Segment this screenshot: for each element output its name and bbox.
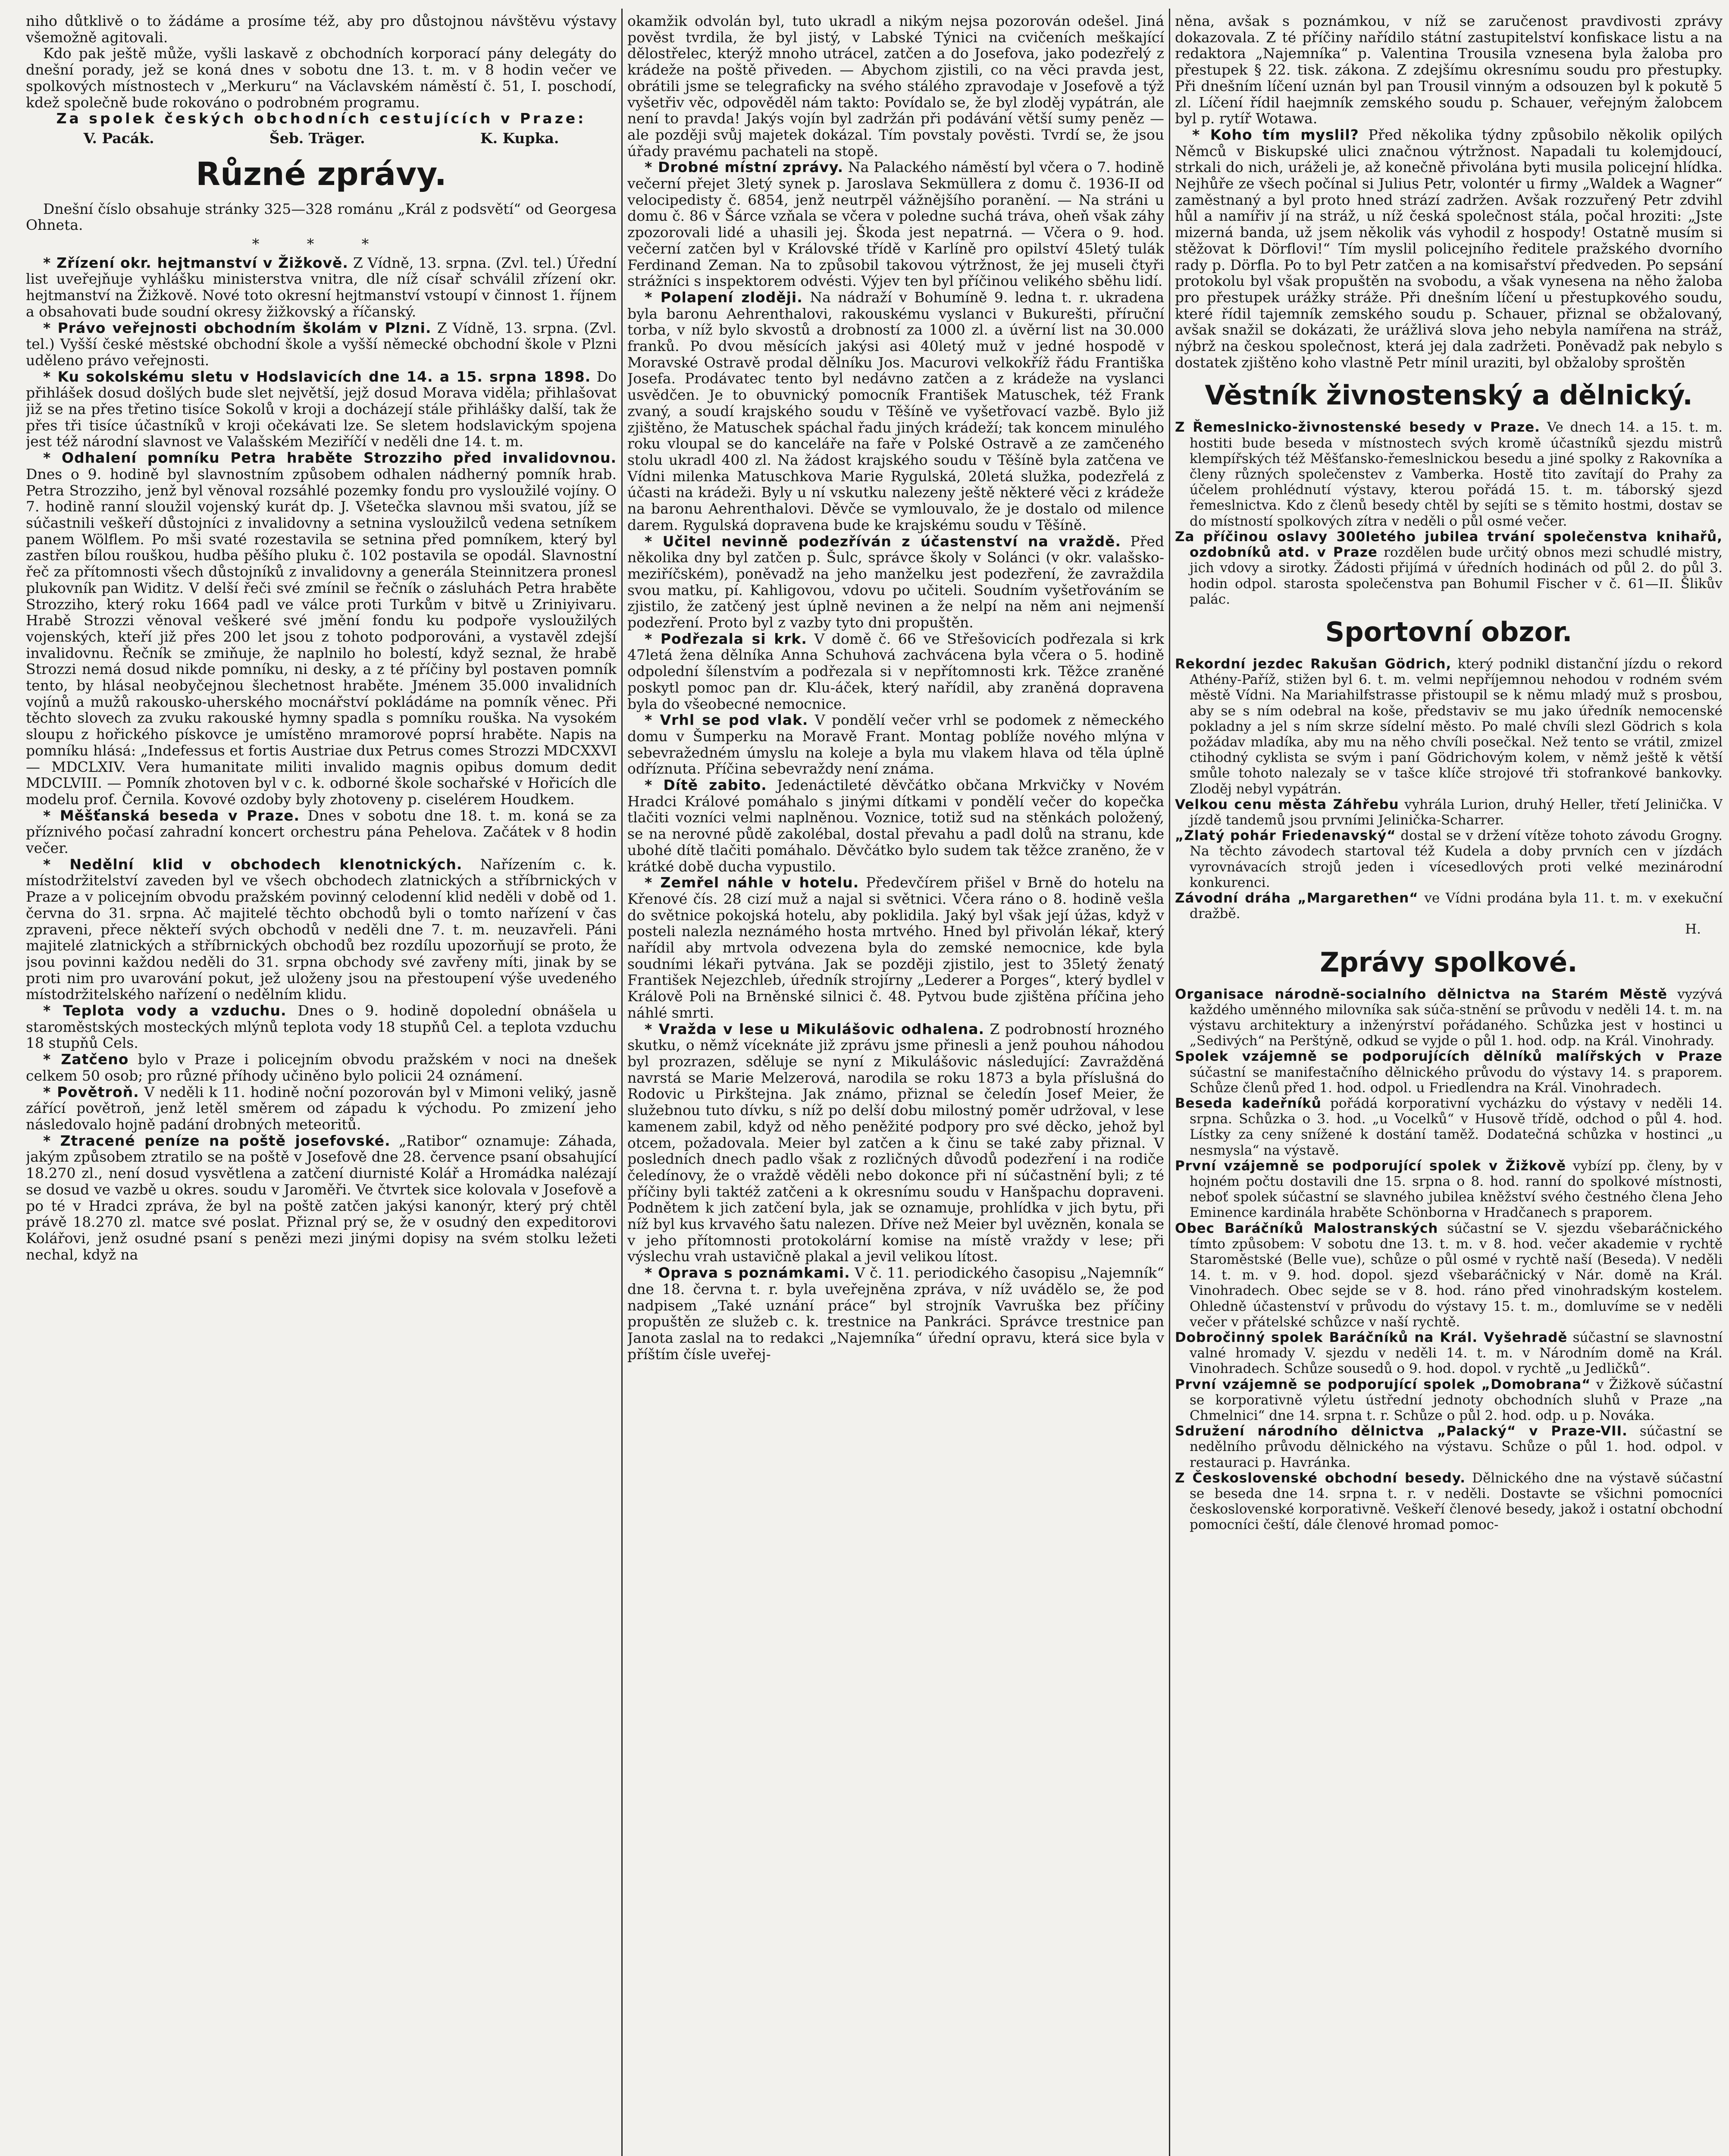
article [1175,1470,1723,1533]
article-body: súčastní se V. sjezdu všebaráčnického tímto způsobem: V sobotu dne 13. t. m. v 8. hod. večer akademie v rychtě Staroměstské (Belle vue), schůze o půl osmé v rychtě naší (Beseda). V neděli 14. t. m. v 9. hod. dopol. sjezd všebaráčnický v Nár. domě na Král. Vinohradech. Obec sejde se v 8. hod. ráno před vinohradským kostelem. Ohledně účastenství v průvodu do výstavy 15. t. m., domluvíme se v neděli večer v přátelské schůzce v naší rychtě. [1190,1220,1723,1330]
article-body: Nařízením c. k. místodržitelství zaveden byl ve všech obchodech zlatnických a stříbrnických v Praze a v policejním obvodu pražském povinný celodenní klid neděli v době od 1. června do 31. srpna. Ač majitelé těchto obchodů byli o tomto nařízení v čas zpraveni, přece někteří svých obchodů v neděli dne 7. t. m. neuzavřeli. Páni majitelé zlatnických a stříbrnických obchodů bez rozdílu upozorňují se proto, že jsou povinni každou neděli do 31. srpna obchody své zavřeny míti, jinak by se proti nim pro uvarování pokut, jež uloženy jsou na přestoupení výše uvedeného místodržitelského nařízení o nedělním klidu. [26,856,617,1003]
article-body: v Žižkově súčastní se korporativně výletu ústřední jednoty obchodních sluhů v Praze „na Chmelnici“ dne 14. srpna t. r. Schůze o půl 2. hod. odp. u p. Nováka. [1190,1376,1723,1424]
column-rule [621,9,623,2156]
article [1175,1049,1723,1096]
article-headline: * Polapení zloději. [645,288,803,306]
article-body: Před několika týdny způsobilo několik opilých Němců v Biskupské ulici značnou výtržnost. Napadali tu kolemjdoucí, strkali do nich, uráželi je, až konečně přivolána byti musila policejní hlídka. Nejhůře ze všech počínal si Julius Petr, volontér u firmy „Waldek a Wagner“ zaměstnaný a byl proto hned strází zadržen. Avšak rozzuřený Petr zdvihl hůl a namířiv jí na stráž, u níž česká společnost stála, počal hroziti: „Jste mizerná banda, už jsem několik vás vyhodil z hospody! Ostatně musím si stěžovat k Dörflovi!“ Tím myslil policejního ředitele pražského dvorního rady p. Dörfla. Po to byl Petr zatčen a na komisařství předveden. Po sepsání protokolu byl však propuštěn na svobodu, a však vynesena na něho žaloba pro přestupek urážky stráže. Při dnešním líčení u přestupkového soudu, které řídil tajemník zemského soudu p. Schauer, přiznal se obžalovaný, avšak snažil se dokázati, že urážlivá slova jeho nebyla namířena na stráž, nýbrž na českou společnost, která jej dala zadržeti. Poněvadž pak nebylo s dostatek zjištěno koho vlastně Petr mínil uraziti, byl obžaloby sproštěn [1175,126,1723,371]
section-title: Zprávy spolkové. [1320,946,1578,978]
article-body: bylo v Praze i policejním obvodu pražském v noci na dnešek celkem 50 osob; pro různé příhody učiněno bylo policii 24 oznámení. [26,1051,617,1084]
article-headline: * Vražda v lese u Mikulášovic odhalena. [645,1020,985,1037]
article [1175,1377,1723,1424]
article-headline: Organisace národně-socialního dělnictva na Starém Městě [1175,986,1668,1002]
article [1175,1158,1723,1221]
article-headline: * Povětroň. [43,1083,139,1100]
association-line: Za spolek českých obchodních cestujících v Praze: [56,110,586,127]
article-headline: * Podřezala si krk. [645,630,807,647]
paragraph: niho důtklivě o to žádáme a prosíme též, aby pro důstojnou návštěvu výstavy všemožně agitovali. [26,13,617,46]
article-headline: * Ztracené peníze na poště josefovské. [43,1132,391,1149]
article-body: Do přihlášek dosud došlých bude slet největší, jejž dosud Morava viděla; přihlašovat již se na přes třetino tisíce Sokolů v kroji a docházejí stále přihlášky další, tak že přes tři tisíce účastníků v kroji očekávati lze. Se sletem hodslavickým spojena jest též národní slavnost ve Valašském Meziříčí v neděli dne 14. t. m. [26,368,617,450]
column-left [26,13,617,2156]
article-body: rozdělen bude určitý obnos mezi schudlé mistry, jich vdovy a sirotky. Žádosti přijímá v úředních hodinách od půl 2. do půl 3. hodin odpol. starosta společenstva pan Bohumil Fischer v č. 61—II. Šlikův palác. [1190,545,1723,607]
article [627,1021,1164,1265]
article-headline: Spolek vzájemně se podporujících dělníků malířských v Praze [1175,1049,1723,1065]
article [1175,656,1723,797]
article-headline: * Zatčeno [43,1051,129,1068]
article-body: súčastní se slavnostní valné hromady V. sjezdu v neděli 14. t. m. v Národním domě na Král. Vinohradech. Schůze sousedů o 9. hod. dopol. v rychtě „u Jedličků“. [1190,1330,1723,1377]
article-body: „Ratibor“ oznamuje: Záhada, jakým způsobem ztratilo se na poště v Josefově dne 28. července psaní obsahující 18.270 zl., není dosud vysvětlena a zatčení diurnisté Kolář a Hromádka nalézají se dosud ve vazbě u okres. soudu v Jaroměři. Ve čtvrtek sice kolovala v Josefově a po té v Hradci zpráva, že byl na poště zatčen jakýsi kanonýr, který prý chtěl právě 18.270 zl. matce své poslat. Přiznal prý se, že v osudný den expeditorovi Kolářovi, jenž osudné psaní s penězi mezi jinými dopisy na svém stolku ležeti nechal, když na [26,1132,617,1263]
article-headline: * Vrhl se pod vlak. [645,711,808,729]
article-headline: * Koho tím myslil? [1192,126,1359,143]
article [627,1265,1164,1362]
article-body: Dnes o 9. hodině byl slavnostním způsobem odhalen nádherný pomník hrab. Petra Strozziho, jenž byl věnoval rozsáhlé pozemky fondu pro vysloužilé vojíny. O 7. hodině ranní sloužil vojenský kurát dp. J. Všetečka slavnou mši svatou, jíž se súčastnili veškeří důstojníci z invalidovny a setnina vysloužilců vedena setníkem panem Wölflem. Po mši svaté rozestavila se setnina před pomníkem, který byl zastřen bílou rouškou, hudba pěšího pluku č. 102 postavila se opodál. Slavnostní řeč za přítomnosti všech důstojníků z invalidovny a generála Steinnitzera pronesl plukovník pan Widitz. V delší řeči své zmínil se řečník o zásluhách Petra hraběte Strozziho, který roku 1664 padl ve válce proti Turkům v bitvě u Zriniyivaru. Hrabě Strozzi věnoval veškeré své jmění fondu ku podpoře vysloužilých vojenských, kteří již přes 200 let jsou z tohoto podporováni, a vystavěl zdejší invalidovnu. Řečník se zmiňuje, že naplnilo ho bolestí, když seznal, že hrabě Strozzi nemá dosud nikde pomníku, ni desky, a z té příčiny byl postaven pomník tento, by hlásal neobyčejnou šlechetnost hraběte. Jménem 35.000 invalidních vojínů a mužů rakousko-uherského mocnářství pokládáme na pomník věnec. Při těchto slovech za zvuku rakouské hymny spadla s pomníku rouška. Na vysokém sloupu z hořického pískovce je umístěno mramorové poprsí hraběte. Napis na pomníku hlásá: „Indefessus et fortis Austriae dux Petrus comes Strozzi MDCXXVI — MDCLXIV. Vera humanitate militi invalido magnis opibus domum dedit MDCLVIII. — Pomník zhotoven byl v c. k. odborné škole sochařské v Hořicích dle modelu prof. Černila. Kovové ozdoby byly zhotoveny p. ciselérem Houdkem. [26,465,617,808]
article-body: V pondělí večer vrhl se podomek z německého domu v Šumperku na Moravě Frant. Montag poblíže nového mlýna v sebevražedném úmyslu na koleje a byla mu vlakem hlava od těla úplně odříznuta. Příčina sebevraždy není známa. [627,711,1164,777]
article-headline: Z Řemeslnicko-živnostenské besedy v Praze. [1175,420,1540,436]
article-body: V domě č. 66 ve Střešovicích podřezala si krk 47letá žena dělníka Anna Schuhová zachvácena byla včera o 5. hodině odpolední šílenstvím a podřezala si v nepřítomnosti krk. Těžce zraněné poskytl pomoc pan dr. Klu-áček, který nařídil, aby zraněná dopravena byla do všeobecné nemocnice. [627,630,1164,712]
article [1175,1330,1723,1377]
article-headline: * Nedělní klid v obchodech klenotnických. [43,856,463,873]
article-headline: * Dítě zabito. [645,777,767,794]
article [1175,1096,1723,1158]
article-body: súčastní se manifestačního dělnického průvodu do výstavy 14. s praporem. Schůze členů před 1. hod. odpol. u Friedlendra na Král. Vinohradech. [1190,1064,1723,1096]
article-headline: „Zlatý pohár Friedenavský“ [1175,828,1396,844]
signer: V. Pacák. [83,129,154,147]
article [26,369,617,450]
article-headline: * Zřízení okr. hejtmanství v Žižkově. [43,254,348,271]
article-body: pořádá korporativní vycházku do výstavy v neděli 14. srpna. Schůzka o 3. hod. „u Vocelků“ v Husově třídě, odchod o půl 4. hod. Lístky za ceny snížené k dostání taměž. Dodatečná schůzka v hostinci „u nesmysla“ na výstavě. [1190,1095,1723,1158]
article-body: Dnes v sobotu dne 18. t. m. koná se za příznivého počasí zahradní koncert orchestru pána Pehelova. Začátek v 8 hodin večer. [26,807,617,857]
article-body: dostal se v držení vítěze tohoto závodu Grogny. Na těchto závodech startoval též Kudela a doby prvních cen v jízdách vyrovnávacích strojů jeden i vícesedlových proti velké mezinárodní konkurenci. [1190,828,1723,890]
article-headline: * Oprava s poznámkami. [645,1264,850,1282]
article-headline: Sdružení národního dělnictva „Palacký“ v Praze-VII. [1175,1423,1628,1439]
article [1175,1423,1723,1470]
article-headline: Obec Baráčníků Malostranských [1175,1220,1438,1236]
article [26,856,617,1003]
article-headline: * Ku sokolskému sletu v Hodslavicích dne 14. a 15. srpna 1898. [43,368,591,385]
column-right [1175,13,1723,2156]
author-initial: H. [1685,921,1701,937]
article [1175,127,1723,371]
paragraph: něna, avšak s poznámkou, v níž se zaručenost pravdivosti zprávy dokazovala. Z té příčiny nařídilo státní zastupitelství konfiskace listu a na redaktora „Najemníka“ p. Valentina Trousila vznesena byla žaloba pro přestupek § 22. tisk. zákona. Z zdejšímu okresnímu soudu pro přestupky. Při dnešním líčení uznán byl pan Trousil vinným a odsouzen byl k pokutě 5 zl. Líčení řídil haejmník zemského soudu p. Schauer, veřejným žalobcem byl p. rytíř Wotawa. [1175,13,1723,127]
article [1175,529,1723,607]
article-body: vyzývá každého uměnného milovníka sak súča-stnění se průvodu v neděli 14. t. m. na výstavu architektury a inženýrství pořádaného. Schůzka jest v hostinci u „Sedivých“ na Perštýně, odkud se vyjde o půl 1. hod. odp. na Král. Vinohrady. [1190,986,1723,1049]
intro-paragraph: Dnešní číslo obsahuje stránky 325—328 románu „Král z podsvětí“ od Georgesa Ohneta. [26,200,617,234]
article [1175,1221,1723,1330]
signer: K. Kupka. [480,129,559,147]
article-headline: * Drobné místní zprávy. [645,159,844,176]
article-body: súčastní se nedělního průvodu dělnického na výstavu. Schůze o půl 1. hod. odpol. v restauraci p. Havránka. [1190,1423,1723,1470]
article-headline: Beseda kadeřníků [1175,1095,1322,1111]
article [26,808,617,856]
article [26,1051,617,1084]
article [26,1003,617,1051]
article-body: vybízí pp. členy, by v hojném počtu dostavili dne 15. srpna o 8. hod. ranní do spolkové místnosti, neboť spolek súčastní se slavného jubilea kněžství svého čestného člena Jeho Eminence kardinála hraběte Schönborna v Hradčanech s praporem. [1190,1158,1723,1221]
article [1175,797,1723,828]
article [1175,828,1723,890]
article [26,450,617,807]
article-body: který podnikl distanční jízdu o rekord Athény-Paříž, stižen byl 6. t. m. velmi nepříjemnou nehodou v rodném svém městě Vídni. Na Mariahilfstrasse přistoupil se k němu mladý muž s prosbou, aby se s ním odebral na koše, představiv se mu jako úředník nemocenské pokladny a jel s ním skrze sídelní město. Po malé chvíli slezl Gödrich s kola požádav mladíka, aby mu na něho chvíli posečkal. Než tento se vrátil, zmizel ctihodný cyklista se svým i paní Gödrichovým kolem, v němž ještě k větší smůle tohoto nalezaly se v tašce klíče strojové tři stofrankové bankovky. Zloděj nebyl vypátrán. [1190,656,1723,797]
article [627,777,1164,874]
article-body: ve Vídni prodána byla 11. t. m. v exekuční dražbě. [1190,890,1723,922]
article-body: Z Vídně, 13. srpna. (Zvl. tel.) Vyšší české městské obchodní škole a vyšší německé obchodní škole v Plzni uděleno právo veřejnosti. [26,319,617,369]
article-headline: Z Československé obchodní besedy. [1175,1470,1466,1486]
article [26,1084,617,1133]
article [1175,987,1723,1049]
article-body: V neděli k 11. hodině noční pozorován byl v Mimoni veliký, jasně zářící povětroň, jenž letěl směrem od západu k východu. Po zmizení jeho následovalo hojně padání drobných meteoritů. [26,1083,617,1133]
section-title: Sportovní obzor. [1325,616,1572,648]
article-headline: Závodní dráha „Margarethen“ [1175,890,1419,906]
article-headline: * Odhalení pomníku Petra hraběte Strozziho před invalidovnou. [43,449,617,467]
article [627,712,1164,777]
article [627,874,1164,1021]
article-headline: Dobročinný spolek Baráčníků na Král. Vyšehradě [1175,1330,1568,1346]
signers [26,130,617,147]
club-news [1175,987,1723,1533]
separator-stars: * * * [252,235,391,253]
article-headline: První vzájemně se podporující spolek „Domobrana“ [1175,1376,1591,1392]
article-body: Před několika dny byl zatčen p. Šulc, správce školy v Solánci (v okr. valašsko-meziříčském), poněvadž na jeho manželku jest podezření, že zavraždila svou matku, pí. Kahligovou, vdovu po učiteli. Soudním vyšetřováním se zjistilo, že zatčený jest úplně nevinen a že nelpí na něm ani nejmenší podezření. Proto byl z vazby tyto dni propuštěn. [627,533,1164,631]
article-headline: Rekordní jezdec Rakušan Gödrich, [1175,656,1452,672]
article-body: Předevčírem přišel v Brně do hotelu na Křenové čís. 28 cizí muž a najal si světnici. Včera ráno o 8. hodině vešla do světnice pokojská hotelu, aby poklidila. Jaký byl však její úžas, když v posteli nalezla neznámého hosta mrtvého. Hned byl přivolán lékař, který nařídil aby mrtvola odvezena byla do zemské nemocnice, kde byla soudními lékaři pytvána. Jak se později zjistilo, jest to 35letý ženatý František Nejezchleb, úředník strojírny „Lederer a Porges“, který bydlel v Králově Poli na Brněnské silnici č. 48. Pytvou bude zjištěna příčina jeho náhlé smrti. [627,874,1164,1021]
article [627,631,1164,712]
column-rule [1169,9,1170,2156]
article-body: V č. 11. periodického časopisu „Najemník“ dne 18. června t. r. byla uveřejněna zpráva, v níž uvádělo se, že pod nadpisem „Také uznání práce“ byl strojník Vavruška bez příčiny propuštěn ze služeb c. k. trestnice na Pankráci. Správce trestnice pan Janota zaslal na to redakci „Najemníka“ úřední opravu, která sice byla v příštím čísle uveřej- [627,1264,1164,1363]
article-body: vyhrála Lurion, druhý Heller, třetí Jelinička. V jízdě tandemů jsou prvními Jelinička-Scharrer. [1190,796,1723,828]
article [627,289,1164,533]
paragraph: okamžik odvolán byl, tuto ukradl a nikým nejsa pozorován odešel. Jiná pověst tvrdila, že byl jistý, v Labské Týnici na cvičeních meškající dělostřelec, kterýž mnoho utrácel, zatčen a do Josefova, jako podezřelý z krádeže na poště přiveden. — Abychom zjistili, co na věci pravda jest, obrátili jsme se telegraficky na svého stálého zpravodaje v Josefově a týž vyšetřiv věc, odpověděl nám takto: Povídalo se, že byl zloděj vypátrán, ale není to pravda! Jakýs vojín byl zadržán při podávání větší sumy peněz — ale později svůj majetek dokázal. Tím povstaly pověsti. Tvrdí se, že jsou úřady pravému pachateli na stopě. [627,13,1164,160]
section-title: Různé zprávy. [196,155,447,193]
column-middle [627,13,1164,2156]
trade-news [1175,420,1723,607]
paragraph: Kdo pak ještě může, vyšli laskavě z obchodních korporací pány delegáty do dnešní porady, jež se koná dnes v sobotu dne 13. t. m. v 8 hodin večer ve spolkových místnostech v „Merkuru“ na Václavském náměstí č. 51, I. poschodí, kdež společně bude rokováno o podrobném programu. [26,45,617,111]
article-body: Jedenáctileté děvčátko občana Mrkvičky v Novém Hradci Králové pomáhalo s jinými dítkami v pondělí večer do kopečka tlačiti vozníci velmi naplněnou. Voznice, totiž sud na stěnkách položený, se na nerovné půdě zakolébal, dostal převahu a padl dolů na stranu, kde ubohé dítě tlačiti pomáhalo. Děvčátko bylo sudem tak těžce zraněno, že v krátké době ducha vypustilo. [627,777,1164,875]
article [26,320,617,369]
article [1175,420,1723,529]
article-headline: * Zemřel náhle v hotelu. [645,874,859,891]
sport-news [1175,656,1723,937]
article-headline: První vzájemně se podporující spolek v Žižkově [1175,1158,1566,1174]
article-body: Z Vídně, 13. srpna. (Zvl. tel.) Úřední list uveřejňuje vyhlášku ministerstva vnitra, dle níž císař schválil zřízení okr. hejtmanství na Žižkově. Nové toto okresní hejtmanství vstoupí v činnost 1. říjnem a obsahovati bude soudní okresy žižkovský a říčanský. [26,254,617,320]
article [26,255,617,320]
article-body: Dnes o 9. hodině dopolední obnášela u staroměstských mosteckých mlýnů teplota vody 18 stupňů Cel. a teplota vzduchu 18 stupňů Cels. [26,1002,617,1052]
signer: Šeb. Träger. [269,129,365,147]
article-headline: * Měšťanská beseda v Praze. [43,807,300,824]
article-body: Na nádraží v Bohumíně 9. ledna t. r. ukradena byla baronu Aehrenthalovi, rakouskému vyslanci v Bukurešti, příruční torba, v níž bylo skvostů a drobností za 1000 zl. a úvěrní list na 30.000 franků. Po dvou měsících jakýsi asi 40letý muž v jedné hospodě v Moravské Ostravě prodal dělníku Jos. Macurovi velkokříž řádu Františka Josefa. Prodávatec tento byl nedávno zatčen a z krádeže na vyslanci usvědčen. Je to obuvnický pomocník František Matuschek, též Frank zvaný, a soudí krajského soudu v Těšíně ve vyšetřovací vazbě. Bylo již zjištěno, že Matuschek spáchal řadu jiných krádeží; tak koncem minulého roku vloupal se do kanceláře na faře v Polské Ostravě a ze zamčeného stolu ukradl 400 zl. Na žádost krajského soudu v Těšíně byla zatčena ve Vídni milenka Matuschkova Marie Rygulská, 20letá služka, podezřelá z účasti na krádeži. Byly u ní vskutku nalezeny ještě některé věci z krádeže na baronu Aehrenthalovi. Děvče se vymlouvalo, že je dostalo od milence darem. Rygulská dopravena bude ke krajskému soudu v Těšíně. [627,288,1164,533]
article-headline: * Teplota vody a vzduchu. [43,1002,287,1019]
article [627,159,1164,289]
article-body: Z podrobností hrozného skutku, o němž víceknáte již zprávu jsme přinesli a jenž pouhou náhodou byl prozrazen, sděluje se nyní z Mikulášovic následující: Zavražděná navrstá se Marie Melzerová, narodila se roku 1873 a byla příslušná do Rodovic u Pirkštejna. Jak známo, přiznal se čeledín Josef Meier, že služebnou tuto dívku, s níž po delší dobu milostný poměr udržoval, v lese kamenem zabil, když od něho peněžité podpory pro své děcko, jehož byl otcem, požadovala. Meier byl zatčen a k činu se také zaby přiznal. V posledních dnech padlo však z rozličných důvodů podezření i na rodiče čeledínovy, že o vraždě věděli nebo dokonce při ní súčastnění byli; z té příčiny byli taktéž zatčeni a k okresnímu soudu v Hanšpachu dopraveni. Podnětem k jich zatčení byla, jak se oznamuje, prohlídka v jich bytu, při níž byl kus krvavého šatu nalezen. Dříve než Meier byl uvězněn, konala se v jeho přítomnosti protokolární komise na místě vraždy v lese; při výslechu vrah ustavičně plakal a jevil velikou lítost. [627,1020,1164,1265]
article [26,1133,617,1263]
article-body: Dělnického dne na výstavě súčastní se beseda dne 14. srpna t. r. v neděli. Dostavte se všichni pomocníci československé korporativně. Veškeří členové besedy, jakož i ostatní obchodní pomocníci čeští, dále členové hromad pomoc- [1190,1470,1723,1533]
article [1175,890,1723,921]
article-headline: * Právo veřejnosti obchodním školám v Plzni. [43,319,432,336]
article-headline: * Učitel nevinně podezříván z účastenství na vraždě. [645,533,1121,550]
article [627,533,1164,631]
article-body: Na Palackého náměstí byl včera o 7. hodině večerní přejet 3letý synek p. Jaroslava Sekmüllera z domu č. 1936-II od velocipedisty č. 6854, jenž neutrpěl vážnějšího poranění. — Na stráni u domu č. 86 v Šárce vzňala se včera v poledne suchá tráva, oheň však záhy zpozorovali lidé a uhasili jej. Škoda jest nepatrná. — Včera o 9. hod. večerní zatčen byl v Královské třídě v Karlíně pro opilství 45letý tulák Ferdinand Zeman. Na to způsobil takovou výtržnost, že jej museli čtyři strážníci s inspektorem odvésti. Výjev ten byl příčinou velikého sběhu lidí. [627,159,1164,290]
article-headline: Za příčinou oslavy 300letého jubilea trvání společenstva knihařů, ozdobníků atd. v Praze [1175,529,1723,561]
section-title: Věstník živnostenský a dělnický. [1205,379,1693,411]
article-headline: Velkou cenu města Záhřebu [1175,796,1399,812]
article-body: Ve dnech 14. a 15. t. m. hostiti bude beseda v místnostech svých kromě účastníků sjezdu mistrů klempířských též Měšťansko-řemeslnickou besedu a jiné spolky z Rakovníka a členy různých společenstev z Vamberka. Hostě tito zavítají do Prahy za účelem prohlédnutí výstavy, kterou pořádá 15. t. m. táborský sjezd řemeslnictva. Kdo z členů besedy chtěl by sejíti se s těmito hostmi, dostav se do místností spolkových zítra v neděli o půl osmé večer. [1190,420,1723,529]
